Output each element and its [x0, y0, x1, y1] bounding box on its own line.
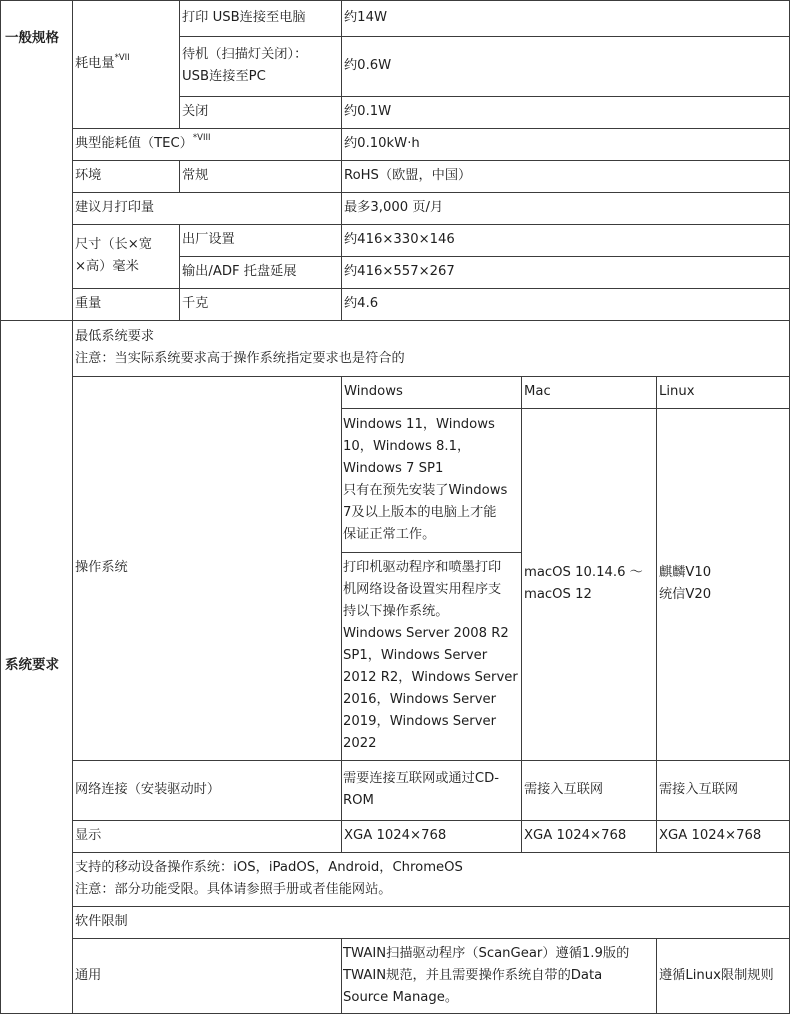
power-value-print: 约14W [344, 10, 388, 25]
monthly-volume-label: 建议月打印量 [75, 200, 155, 215]
dimensions-value-extended: 约416×557×267 [344, 264, 455, 279]
power-condition-standby: 待机（扫描灯关闭）： USB连接至PC [182, 47, 308, 84]
power-value-standby: 约0.6W [344, 58, 392, 73]
section-header-system [0, 620, 72, 710]
section-header-general-text: 一般规格 [5, 30, 59, 46]
power-condition-print: 打印 USB连接至电脑 [182, 10, 306, 25]
section-header-general [0, 0, 72, 76]
power-value-off: 约0.1W [344, 104, 392, 119]
dimensions-label: 尺寸（长×宽 ×高）毫米 [75, 237, 152, 274]
tec-note-mark: *VIII [192, 133, 211, 143]
os-linux: 麒麟V10 统信V20 [659, 565, 712, 602]
tec-label-cell [72, 128, 341, 160]
os-windows-client: Windows 11，Windows 10，Windows 8.1， Windows 7 SP1 只有在预先安装了Windows 7及以上版本的电脑上才能 保证正常工作。 [343, 417, 508, 542]
min-requirements: 最低系统要求 注意：当实际系统要求高于操作系统指定要求也是符合的 [75, 329, 405, 366]
tec-value: 约0.10kW·h [344, 136, 420, 151]
network-windows: 需要连接互联网或通过CD- ROM [343, 771, 499, 808]
software-general-label: 通用 [75, 968, 102, 983]
dimensions-value-factory: 约416×330×146 [344, 232, 455, 247]
column-header-mac: Mac [524, 384, 551, 399]
weight-value: 约4.6 [344, 296, 379, 311]
os-mac: macOS 10.14.6 ～ macOS 12 [524, 565, 643, 602]
weight-label: 重量 [75, 296, 102, 311]
display-linux: XGA 1024×768 [659, 828, 762, 843]
power-condition-off: 关闭 [182, 104, 209, 119]
monthly-volume-value: 最多3,000 页/月 [344, 200, 444, 215]
environment-condition: 常规 [182, 168, 209, 183]
environment-value: RoHS（欧盟，中国） [344, 168, 472, 183]
network-label: 网络连接（安装驱动时） [75, 782, 221, 797]
section-header-system-text: 系统要求 [5, 657, 59, 673]
os-windows-server: 打印机驱动程序和喷墨打印 机网络设备设置实用程序支 持以下操作系统。 Windows Server 2008 R2 SP1，Windows Server 2012 R2，Windows Server 2016，Windows Server 2019，Windows Server 2022 [343, 560, 518, 751]
network-mac: 需接入互联网 [524, 782, 604, 797]
weight-unit: 千克 [182, 296, 209, 311]
power-label-cell [72, 0, 179, 128]
power-note-mark: *VII [114, 53, 130, 63]
power-label: 耗电量 [75, 56, 115, 71]
column-header-windows: Windows [344, 384, 403, 399]
network-linux: 需接入互联网 [659, 782, 739, 797]
tec-label: 典型能耗值（TEC） [75, 136, 193, 151]
dimensions-condition-extended: 输出/ADF 托盘延展 [182, 264, 297, 279]
mobile-support: 支持的移动设备操作系统：iOS，iPadOS，Android，ChromeOS 注意：部分功能受限。具体请参照手册或者佳能网站。 [75, 860, 463, 897]
software-restrictions-label: 软件限制 [75, 914, 128, 929]
environment-label: 环境 [75, 168, 102, 183]
dimensions-condition-factory: 出厂设置 [182, 232, 235, 247]
software-general-windows: TWAIN扫描驱动程序（ScanGear）遵循1.9版的 TWAIN规范，并且需要操作系统自带的Data Source Manage。 [343, 946, 630, 1005]
display-mac: XGA 1024×768 [524, 828, 627, 843]
display-windows: XGA 1024×768 [344, 828, 447, 843]
software-general-linux: 遵循Linux限制规则 [659, 968, 774, 983]
column-header-linux: Linux [659, 384, 695, 399]
os-label: 操作系统 [75, 560, 128, 575]
display-label: 显示 [75, 828, 102, 843]
